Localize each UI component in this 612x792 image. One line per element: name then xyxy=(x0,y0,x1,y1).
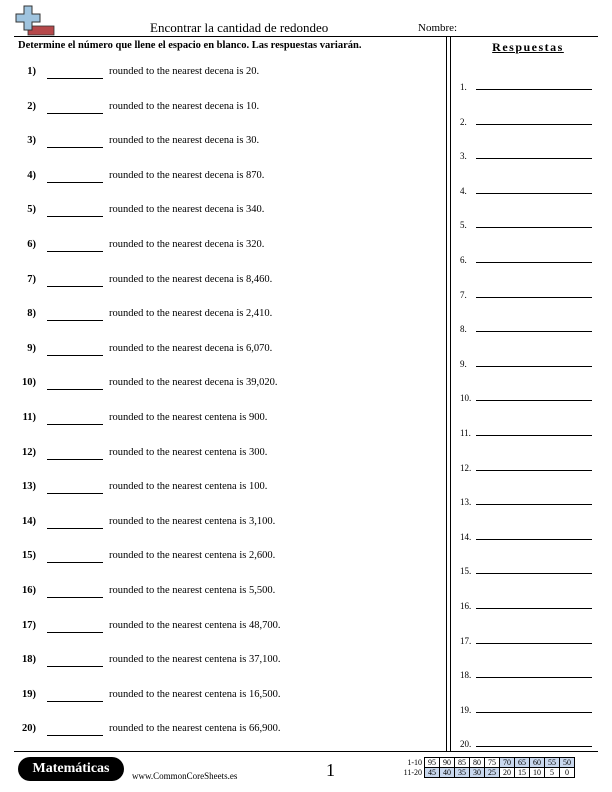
answer-item xyxy=(460,699,592,713)
answer-item xyxy=(460,111,592,125)
answer-number: 14. xyxy=(460,531,472,542)
answer-item xyxy=(460,630,592,644)
problem-number: 5) xyxy=(27,204,36,216)
answer-number: 20. xyxy=(460,739,472,750)
problem-number: 11) xyxy=(22,411,36,423)
answer-number: 12. xyxy=(460,462,472,473)
answer-number: 6. xyxy=(460,255,467,265)
answer-line[interactable] xyxy=(476,262,592,263)
column-divider-right xyxy=(450,37,451,751)
answer-blank[interactable] xyxy=(47,377,103,390)
answer-item xyxy=(460,318,592,335)
answer-line[interactable] xyxy=(476,89,592,90)
answer-blank[interactable] xyxy=(47,689,103,702)
problem-item xyxy=(16,477,436,512)
answer-number: 10. xyxy=(460,393,472,404)
score-cell: 15 xyxy=(515,768,530,778)
problem-number: 8) xyxy=(27,308,36,320)
answer-blank[interactable] xyxy=(47,135,103,148)
problem-item xyxy=(16,97,436,132)
answer-number: 4. xyxy=(460,185,467,196)
score-table xyxy=(396,757,575,778)
answer-item xyxy=(460,180,592,194)
page-number: 1 xyxy=(326,760,335,780)
answer-item xyxy=(460,664,592,681)
problem-item xyxy=(16,685,436,720)
answer-blank[interactable] xyxy=(47,481,103,494)
column-divider-left xyxy=(446,37,447,751)
problem-text: rounded to the nearest centena is 900. xyxy=(109,411,268,423)
answer-item xyxy=(460,457,592,471)
problem-text: rounded to the nearest decena is 39,020. xyxy=(109,377,278,389)
answer-item xyxy=(460,733,592,750)
answer-line[interactable] xyxy=(476,297,592,298)
answer-blank[interactable] xyxy=(47,620,103,633)
brand-badge: Matemáticas xyxy=(18,757,124,781)
problem-number: 12) xyxy=(22,446,36,458)
problem-item xyxy=(16,719,436,754)
problem-number: 10) xyxy=(22,377,36,389)
score-row xyxy=(396,758,575,768)
answer-item xyxy=(460,526,592,540)
score-cell: 55 xyxy=(545,758,560,768)
problem-number: 14) xyxy=(22,515,36,527)
score-cell: 90 xyxy=(440,758,455,768)
answer-number: 13. xyxy=(460,497,472,508)
answer-number: 8. xyxy=(460,324,467,335)
header-divider xyxy=(14,36,598,37)
problem-item xyxy=(16,546,436,581)
problem-text: rounded to the nearest centena is 37,100. xyxy=(109,654,281,666)
answer-item xyxy=(460,249,592,263)
score-cell: 20 xyxy=(500,768,515,778)
answers-title: Respuestas xyxy=(492,40,564,54)
problem-item xyxy=(16,581,436,616)
score-cell: 85 xyxy=(455,758,470,768)
score-cell: 50 xyxy=(560,758,575,768)
answer-item xyxy=(460,595,592,609)
answer-line[interactable] xyxy=(476,712,592,713)
problem-list xyxy=(16,62,436,754)
answer-number: 16. xyxy=(460,601,472,611)
problem-text: rounded to the nearest decena is 20. xyxy=(109,66,260,77)
answer-line[interactable] xyxy=(476,227,592,228)
answer-number: 19. xyxy=(460,704,472,715)
problem-text: rounded to the nearest decena is 30. xyxy=(109,135,260,147)
answer-line[interactable] xyxy=(476,573,592,574)
answer-blank[interactable] xyxy=(47,66,103,79)
answer-item xyxy=(460,560,592,577)
problem-number: 2) xyxy=(27,100,36,112)
answer-blank[interactable] xyxy=(47,170,103,183)
problem-number: 3) xyxy=(27,135,36,147)
answer-item xyxy=(460,422,592,436)
answer-line[interactable] xyxy=(476,400,592,401)
answer-number: 18. xyxy=(460,670,472,681)
problem-text: rounded to the nearest decena is 8,460. xyxy=(109,273,273,285)
problem-number: 4) xyxy=(27,169,36,181)
problem-text: rounded to the nearest decena is 320. xyxy=(109,238,265,250)
problem-item xyxy=(16,616,436,651)
footer-divider xyxy=(14,751,598,752)
answer-blank[interactable] xyxy=(47,239,103,252)
answer-line[interactable] xyxy=(476,124,592,125)
problem-item xyxy=(16,131,436,166)
answer-blank[interactable] xyxy=(47,550,103,563)
problem-item xyxy=(16,373,436,408)
problem-text: rounded to the nearest decena is 10. xyxy=(109,100,260,112)
answer-blank[interactable] xyxy=(47,447,103,460)
score-cell: 40 xyxy=(440,768,455,778)
problem-number: 9) xyxy=(27,342,36,354)
answer-line[interactable] xyxy=(476,193,592,194)
answer-number: 11. xyxy=(460,428,471,438)
answer-number: 2. xyxy=(460,116,467,127)
answer-blank[interactable] xyxy=(47,412,103,425)
problem-item xyxy=(16,443,436,478)
problem-number: 6) xyxy=(27,238,36,250)
problem-item xyxy=(16,650,436,685)
problem-item xyxy=(16,304,436,339)
answer-blank[interactable] xyxy=(47,308,103,321)
answer-number: 1. xyxy=(460,82,467,92)
answer-blank[interactable] xyxy=(47,654,103,667)
score-cell: 95 xyxy=(425,758,440,768)
problem-number: 16) xyxy=(22,584,36,596)
score-cell: 70 xyxy=(500,758,515,768)
problem-item xyxy=(16,166,436,201)
score-cell: 80 xyxy=(470,758,485,768)
score-row-label: 1-10 xyxy=(407,758,422,767)
answer-line[interactable] xyxy=(476,470,592,471)
score-cell: 65 xyxy=(515,758,530,768)
score-cell: 5 xyxy=(545,768,560,778)
score-cell: 60 xyxy=(530,758,545,768)
answer-line[interactable] xyxy=(476,435,592,436)
problem-item xyxy=(16,270,436,305)
problem-number: 17) xyxy=(22,619,36,631)
score-cell: 75 xyxy=(485,758,500,768)
problem-text: rounded to the nearest centena is 48,700. xyxy=(109,619,281,631)
problem-text: rounded to the nearest decena is 870. xyxy=(109,169,265,181)
answer-blank[interactable] xyxy=(47,274,103,287)
page-title: Encontrar la cantidad de redondeo xyxy=(150,20,329,35)
score-cell: 45 xyxy=(425,768,440,778)
score-cell: 0 xyxy=(560,768,575,778)
name-label: Nombre: xyxy=(418,22,458,34)
problem-number: 19) xyxy=(22,688,36,700)
problem-number: 7) xyxy=(27,273,36,285)
answer-line[interactable] xyxy=(476,366,592,367)
answer-line[interactable] xyxy=(476,608,592,609)
score-cell: 35 xyxy=(455,768,470,778)
score-cell: 25 xyxy=(485,768,500,778)
score-cell: 10 xyxy=(530,768,545,778)
problem-number: 20) xyxy=(22,723,36,735)
problem-item xyxy=(16,235,436,270)
answer-item xyxy=(460,76,592,90)
answer-line[interactable] xyxy=(476,158,592,159)
problem-number: 18) xyxy=(22,654,36,666)
answer-item xyxy=(460,214,592,231)
problem-text: rounded to the nearest centena is 3,100. xyxy=(109,515,276,527)
answer-line[interactable] xyxy=(476,539,592,540)
answer-line[interactable] xyxy=(476,643,592,644)
problem-item xyxy=(16,512,436,547)
problem-text: rounded to the nearest centena is 2,600. xyxy=(109,550,276,562)
problem-text: rounded to the nearest centena is 300. xyxy=(109,446,268,458)
problem-text: rounded to the nearest decena is 340. xyxy=(109,204,265,216)
score-cell: 30 xyxy=(470,768,485,778)
answer-number: 15. xyxy=(460,566,472,577)
problem-item xyxy=(16,200,436,235)
answer-number: 17. xyxy=(460,635,472,646)
problem-text: rounded to the nearest centena is 5,500. xyxy=(109,584,276,596)
answer-item xyxy=(460,387,592,404)
answer-blank[interactable] xyxy=(47,516,103,529)
score-row xyxy=(396,768,575,778)
answer-number: 7. xyxy=(460,289,467,300)
answer-line[interactable] xyxy=(476,746,592,747)
answer-blank[interactable] xyxy=(47,343,103,356)
answer-line[interactable] xyxy=(476,504,592,505)
answer-item xyxy=(460,145,592,162)
answer-item xyxy=(460,491,592,508)
answer-blank[interactable] xyxy=(47,204,103,217)
problem-text: rounded to the nearest decena is 6,070. xyxy=(109,342,273,354)
answer-blank[interactable] xyxy=(47,585,103,598)
site-url: www.CommonCoreSheets.es xyxy=(132,771,238,781)
problem-text: rounded to the nearest centena is 66,900. xyxy=(109,723,281,735)
score-row-label: 11-20 xyxy=(403,768,422,777)
answer-item xyxy=(460,353,592,367)
problem-item xyxy=(16,339,436,374)
answer-number: 5. xyxy=(460,220,467,231)
answer-number: 9. xyxy=(460,358,467,369)
problem-number: 15) xyxy=(22,550,36,562)
problem-item xyxy=(16,408,436,443)
problem-number: 1) xyxy=(27,66,36,77)
instructions: Determine el número que llene el espacio en blanco. Las respuestas variarán. xyxy=(18,40,362,51)
answer-item xyxy=(460,284,592,298)
problem-number: 13) xyxy=(22,481,36,493)
plus-logo-icon xyxy=(14,4,56,36)
problem-text: rounded to the nearest centena is 100. xyxy=(109,481,268,493)
problem-text: rounded to the nearest centena is 16,500. xyxy=(109,688,281,700)
answer-blank[interactable] xyxy=(47,101,103,114)
answer-line[interactable] xyxy=(476,677,592,678)
problem-item xyxy=(16,62,436,97)
problem-text: rounded to the nearest decena is 2,410. xyxy=(109,308,273,320)
answer-blank[interactable] xyxy=(47,723,103,736)
answer-number: 3. xyxy=(460,151,467,162)
answer-line[interactable] xyxy=(476,331,592,332)
